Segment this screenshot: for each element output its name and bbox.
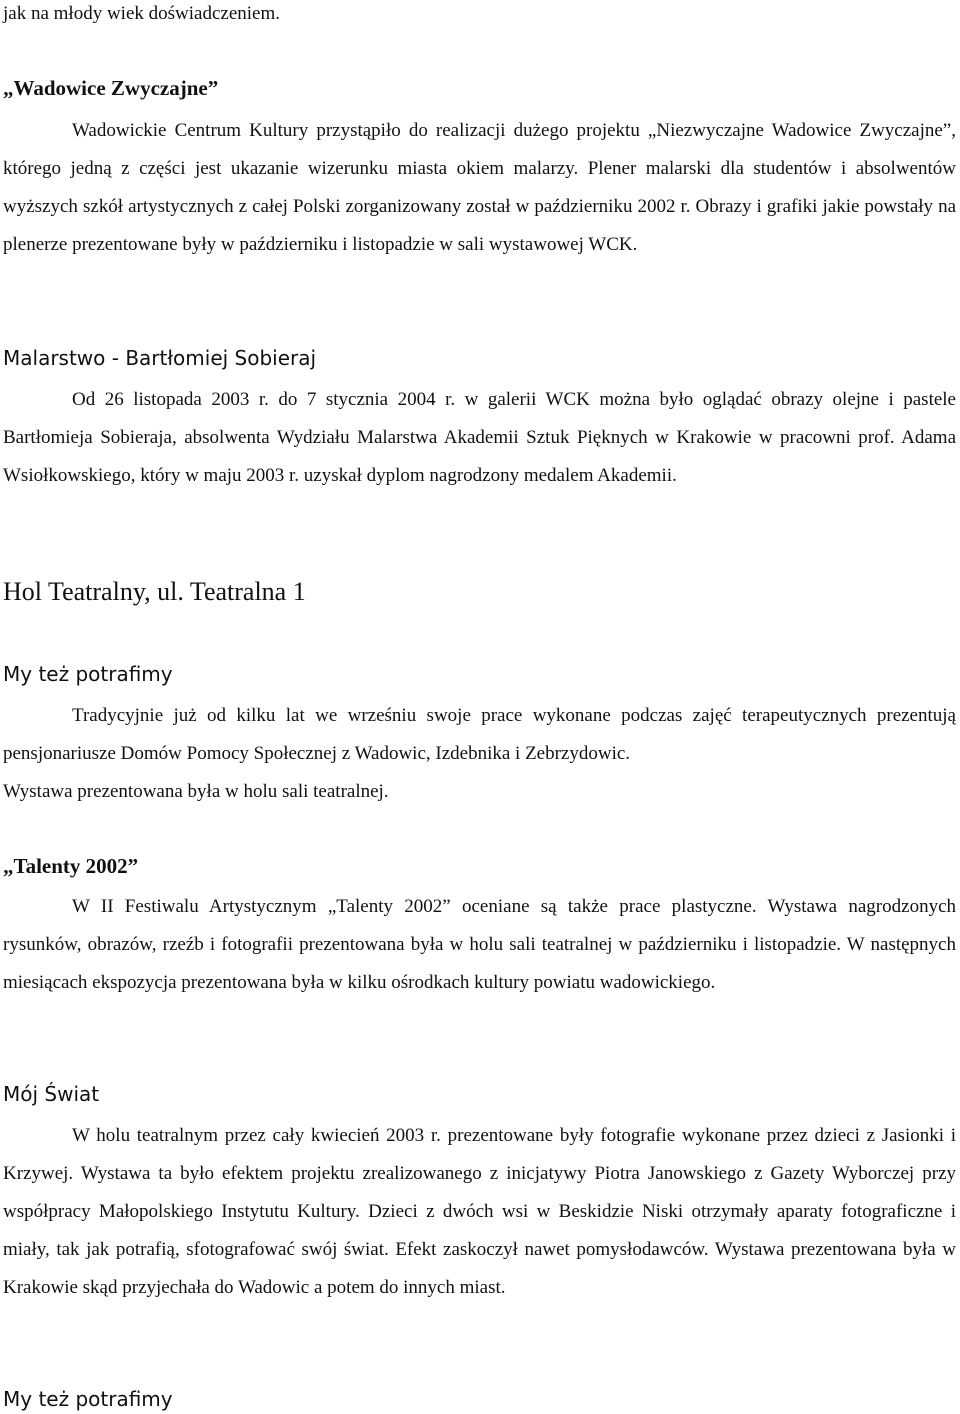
section-heading-swiat: Mój Świat xyxy=(3,1082,100,1106)
paragraph-talenty: W II Festiwalu Artystycznym „Talenty 2002” oceniane są także prace plastyczne. Wystawa nagrodzonych rysunków, obrazów, rzeźb i fotografii prezentowana była w holu sali teatralnej w październiku i listopadzie. W następnych miesiącach ekspozycja prezentowana była w kilku ośrodkach kultury powiatu wadowickiego. xyxy=(3,896,956,993)
section-talenty xyxy=(3,851,956,881)
section-swiat xyxy=(3,1079,956,1109)
section-swiat-body xyxy=(3,1117,956,1307)
venue-block xyxy=(3,575,956,609)
section-sobieraj-body xyxy=(3,381,956,495)
paragraph-wadowice: Wadowickie Centrum Kultury przystąpiło do realizacji dużego projektu „Niezwyczajne Wadowice Zwyczajne”, którego jedną z części jest ukazanie wizerunku miasta okiem malarzy. Plener malarski dla studentów i absolwentów wyższych szkół artystycznych z całej Polski zorganizowany został w październiku 2002 r. Obrazy i grafiki jakie powstały na plenerze prezentowane były w październiku i listopadzie w sali wystawowej WCK. xyxy=(3,120,956,255)
section-potrafimy-body xyxy=(3,697,956,811)
section-heading-talenty: „Talenty 2002” xyxy=(3,854,139,878)
paragraph-sobieraj: Od 26 listopada 2003 r. do 7 stycznia 2004 r. w galerii WCK można było oglądać obrazy olejne i pastele Bartłomieja Sobieraja, absolwenta Wydziału Malarstwa Akademii Sztuk Pięknych w Krakowie w pracowni prof. Adama Wsiołkowskiego, który w maju 2003 r. uzyskał dyplom nagrodzony medalem Akademii. xyxy=(3,389,956,486)
paragraph-swiat: W holu teatralnym przez cały kwiecień 2003 r. prezentowane były fotografie wykonane przez dzieci z Jasionki i Krzywej. Wystawa ta było efektem projektu zrealizowanego z inicjatywy Piotra Janowskiego z Gazety Wyborczej przy współpracy Małopolskiego Instytutu Kultury. Dzieci z dwóch wsi w Beskidzie Niski otrzymały aparaty fotograficzne i miały, tak jak potrafią, sfotografować swój świat. Efekt zaskoczył nawet pomysłodawców. Wystawa prezentowana była w Krakowie skąd przyjechała do Wadowic a potem do innych miast. xyxy=(3,1125,956,1298)
section-talenty-body xyxy=(3,888,956,1002)
section-last xyxy=(3,1384,956,1414)
section-heading-potrafimy: My też potrafimy xyxy=(3,662,173,686)
section-sobieraj xyxy=(3,343,956,373)
section-heading-wadowice: „Wadowice Zwyczajne” xyxy=(3,76,219,100)
section-potrafimy xyxy=(3,659,956,689)
intro-tail-block xyxy=(3,0,956,33)
venue-heading: Hol Teatralny, ul. Teatralna 1 xyxy=(3,577,306,606)
paragraph-potrafimy: Tradycyjnie już od kilku lat we wrześniu swoje prace wykonane podczas zajęć terapeutycznych prezentują pensjonariusze Domów Pomocy Społecznej z Wadowic, Izdebnika i Zebrzydowic. xyxy=(3,705,956,764)
section-heading-sobieraj: Malarstwo - Bartłomiej Sobieraj xyxy=(3,346,317,370)
section-heading-last: My też potrafimy xyxy=(3,1387,173,1411)
paragraph-potrafimy-note: Wystawa prezentowana była w holu sali teatralnej. xyxy=(3,781,389,802)
section-wadowice-body xyxy=(3,112,956,264)
section-wadowice xyxy=(3,73,956,103)
intro-tail-text: jak na młody wiek doświadczeniem. xyxy=(3,3,281,24)
